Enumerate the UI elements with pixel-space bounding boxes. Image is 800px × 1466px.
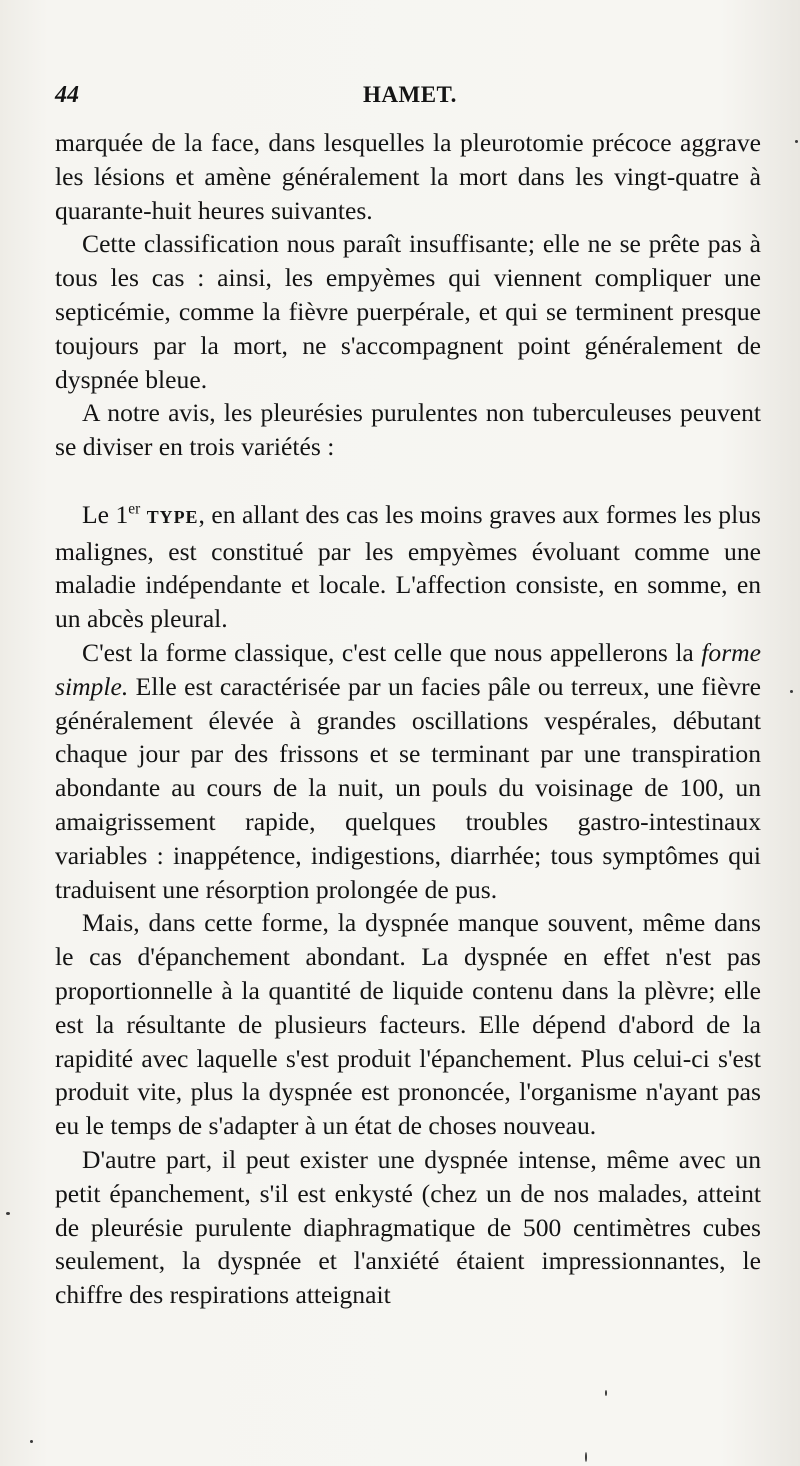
simple-form-rest: Elle est caractérisée par un facies pâle ou terreux, une fièvre généralement élevée à grandes oscillations vespérales, débutant chaque jour par des frissons et se terminant par une transpiration abondante au cours de la nuit, un pouls du voisinage de 100, un amaigrissement rapide, quelques troubles gastro-intestinaux variables : inappétence, indigestions, diarrhée; tous symptômes qui traduisent une résorption prolongée de pus. <box>55 671 761 904</box>
body-text <box>55 126 761 1312</box>
paragraph-varieties: A notre avis, les pleurésies purulentes non tuberculeuses peuvent se diviser en trois variétés : <box>55 398 761 462</box>
paragraph-first-type <box>55 498 761 636</box>
first-type-label: TYPE <box>146 506 199 527</box>
paragraph-simple-form <box>55 636 761 906</box>
page-number: 44 <box>55 82 79 108</box>
simple-form-lead: C'est la forme classique, c'est celle que nous appellerons la <box>82 637 702 667</box>
page-header <box>55 82 760 112</box>
paragraph-classification: Cette classification nous paraît insuffisante; elle ne se prête pas à tous les cas : ainsi, les empyèmes qui viennent compliquer une septicémie, comme la fièvre puerpérale, et qui se terminent presque toujours par la mort, ne s'accompagnent point généralement de dyspnée bleue. <box>55 229 761 394</box>
running-title: HAMET. <box>363 82 457 107</box>
simple-form-italic: forme simple. <box>55 637 761 701</box>
paragraph-continuation: marquée de la face, dans lesquelles la pleurotomie précoce aggrave les lésions et amène généralement la mort dans les vingt-quatre à quarante-huit heures suivantes. <box>55 128 761 225</box>
paragraph-dyspnea: Mais, dans cette forme, la dyspnée manque souvent, même dans le cas d'épanchement abondant. La dyspnée en effet n'est pas proportionnelle à la quantité de liquide contenu dans la plèvre; elle est la résultante de plusieurs facteurs. Elle dépend d'abord de la rapidité avec laquelle s'est produit l'épanchement. Plus celui-ci s'est produit vite, plus la dyspnée est prononcée, l'organisme n'ayant pas eu le temps de s'adapter à un état de choses nouveau. <box>55 908 761 1141</box>
first-type-sup: er <box>128 500 141 518</box>
first-type-rest: , en allant des cas les moins graves aux formes les plus malignes, est constitué par les empyèmes évoluant comme une maladie indépendante et locale. L'affection consiste, en somme, en un abcès pleural. <box>55 499 761 634</box>
paragraph-other-hand: D'autre part, il peut exister une dyspnée intense, même avec un petit épanchement, s'il est enkysté (chez un de nos malades, atteint de pleurésie purulente diaphragmatique de 500 centimètres cubes seulement, la dyspnée et l'anxiété étaient impressionnantes, le chiffre des respirations atteignait <box>55 1144 761 1310</box>
first-type-lead: Le 1 <box>82 499 129 529</box>
